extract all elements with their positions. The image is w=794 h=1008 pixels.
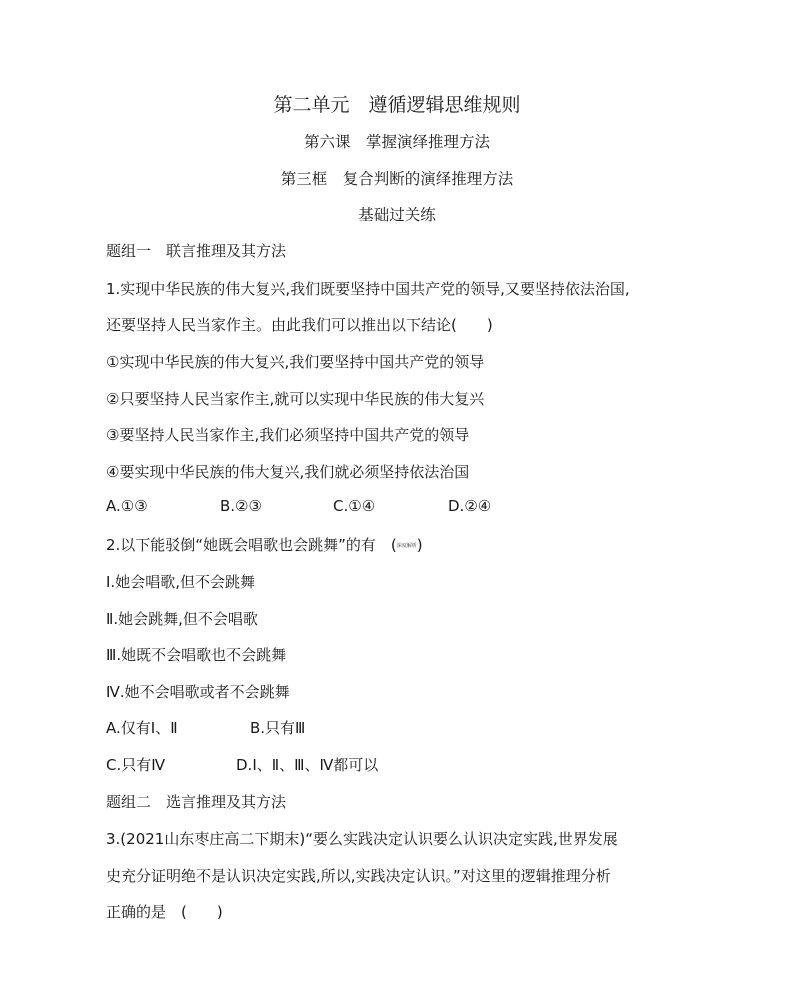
q3-stem-line2: 史充分证明绝不是认识决定实践,所以,实践决定认识。”对这里的逻辑推理分析	[106, 867, 611, 885]
q2-analysis-note: 深度解析	[396, 543, 417, 549]
q2-statement-2: Ⅱ.她会跳舞,但不会唱歌	[106, 610, 258, 628]
q2-option-a: A.仅有Ⅰ、Ⅱ	[106, 719, 178, 737]
q1-option-a: A.①③	[106, 497, 148, 515]
q2-stem	[106, 534, 423, 555]
q1-stem-line2: 还要坚持人民当家作主。由此我们可以推出以下结论( )	[106, 316, 493, 334]
q3-stem-line1: 3.(2021山东枣庄高二下期末)“要么实践决定认识要么认识决定实践,世界发展	[106, 830, 618, 848]
frame-title: 第三框 复合判断的演绎推理方法	[280, 170, 514, 188]
q2-stem-close: )	[416, 536, 423, 554]
q3-stem-line3: 正确的是 ( )	[106, 903, 223, 921]
q2-option-c: C.只有Ⅳ	[106, 756, 166, 774]
q2-statement-3: Ⅲ.她既不会唱歌也不会跳舞	[106, 646, 287, 664]
q1-option-b: B.②③	[220, 497, 262, 515]
q1-statement-3: ③要坚持人民当家作主,我们必须坚持中国共产党的领导	[106, 426, 470, 444]
q1-statement-4: ④要实现中华民族的伟大复兴,我们就必须坚持依法治国	[106, 463, 470, 481]
q1-statement-2: ②只要坚持人民当家作主,就可以实现中华民族的伟大复兴	[106, 390, 485, 408]
q2-statement-1: Ⅰ.她会唱歌,但不会跳舞	[106, 573, 255, 591]
lesson-title: 第六课 掌握演绎推理方法	[303, 133, 490, 151]
q2-stem-text: 2.以下能驳倒“她既会唱歌也会跳舞”的有 (	[106, 536, 397, 554]
q1-statement-1: ①实现中华民族的伟大复兴,我们要坚持中国共产党的领导	[106, 353, 485, 371]
q2-statement-4: Ⅳ.她不会唱歌或者不会跳舞	[106, 683, 290, 701]
group1-title: 题组一 联言推理及其方法	[106, 242, 287, 260]
unit-title: 第二单元 遵循逻辑思维规则	[273, 94, 521, 116]
q1-option-d: D.②④	[448, 497, 492, 515]
section-title: 基础过关练	[358, 206, 436, 224]
q1-stem-line1: 1.实现中华民族的伟大复兴,我们既要坚持中国共产党的领导,又要坚持依法治国,	[106, 280, 630, 298]
q2-option-b: B.只有Ⅲ	[250, 719, 306, 737]
group2-title: 题组二 选言推理及其方法	[106, 793, 287, 811]
q1-option-c: C.①④	[333, 497, 376, 515]
q2-option-d: D.Ⅰ、Ⅱ、Ⅲ、Ⅳ都可以	[236, 756, 379, 774]
